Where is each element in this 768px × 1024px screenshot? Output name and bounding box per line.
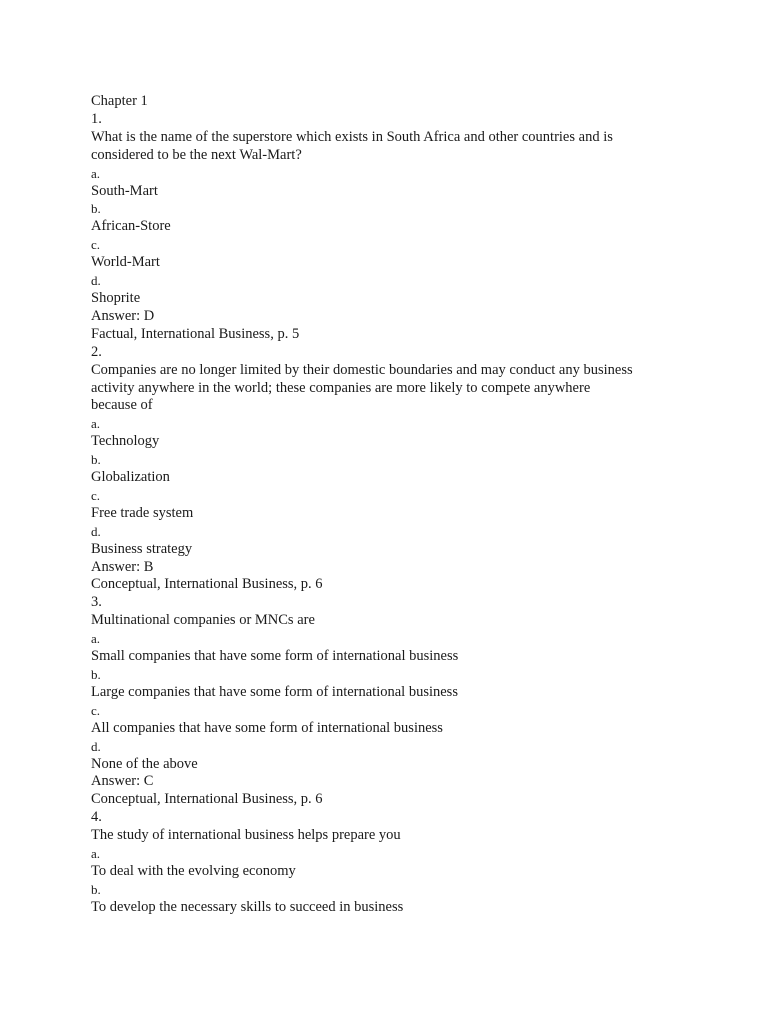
- option-text: Small companies that have some form of international business: [91, 648, 459, 665]
- option-text: Large companies that have some form of international business: [91, 683, 458, 700]
- question-text: Companies are no longer limited by their domestic boundaries and may conduct any business: [91, 361, 633, 378]
- question-number: 3.: [91, 594, 102, 611]
- option-letter: a.: [91, 631, 101, 647]
- option-letter: c.: [91, 237, 101, 253]
- option-letter: d.: [91, 273, 101, 289]
- option-letter: c.: [91, 702, 101, 718]
- answer-line: Answer: B: [91, 558, 154, 575]
- question-number: 4.: [91, 809, 102, 826]
- option-text: Business strategy: [91, 540, 193, 557]
- question-number: 1.: [91, 110, 102, 127]
- reference-line: Conceptual, International Business, p. 6: [91, 791, 323, 808]
- option-text: To deal with the evolving economy: [91, 862, 296, 879]
- question-text: activity anywhere in the world; these companies are more likely to compete anywhere: [91, 379, 591, 396]
- option-text: All companies that have some form of international business: [91, 719, 443, 736]
- option-text: None of the above: [91, 755, 198, 772]
- option-text: African-Store: [91, 218, 171, 235]
- question-text: considered to be the next Wal-Mart?: [91, 146, 302, 163]
- answer-line: Answer: D: [91, 307, 155, 324]
- question-text: Multinational companies or MNCs are: [91, 612, 315, 629]
- option-letter: a.: [91, 846, 101, 862]
- option-text: Free trade system: [91, 504, 194, 521]
- chapter-heading: Chapter 1: [91, 93, 148, 109]
- option-letter: b.: [91, 452, 101, 468]
- option-letter: d.: [91, 523, 101, 539]
- option-text: South-Mart: [91, 182, 158, 199]
- option-letter: b.: [91, 881, 101, 897]
- reference-line: Factual, International Business, p. 5: [91, 325, 300, 342]
- option-letter: a.: [91, 165, 101, 181]
- document-page: [91, 93, 651, 917]
- option-text: World-Mart: [91, 254, 160, 271]
- answer-line: Answer: C: [91, 773, 154, 790]
- reference-line: Conceptual, International Business, p. 6: [91, 576, 323, 593]
- option-text: Globalization: [91, 469, 170, 486]
- option-letter: c.: [91, 487, 101, 503]
- option-letter: a.: [91, 416, 101, 432]
- question-text: What is the name of the superstore which exists in South Africa and other countries and is: [91, 128, 613, 145]
- option-letter: b.: [91, 201, 101, 217]
- question-text: The study of international business helps prepare you: [91, 827, 401, 844]
- question-number: 2.: [91, 343, 102, 360]
- option-text: To develop the necessary skills to succeed in business: [91, 898, 404, 915]
- option-letter: d.: [91, 738, 101, 754]
- option-text: Technology: [91, 433, 160, 450]
- option-text: Shoprite: [91, 289, 141, 306]
- option-letter: b.: [91, 667, 101, 682]
- question-text: because of: [91, 397, 153, 414]
